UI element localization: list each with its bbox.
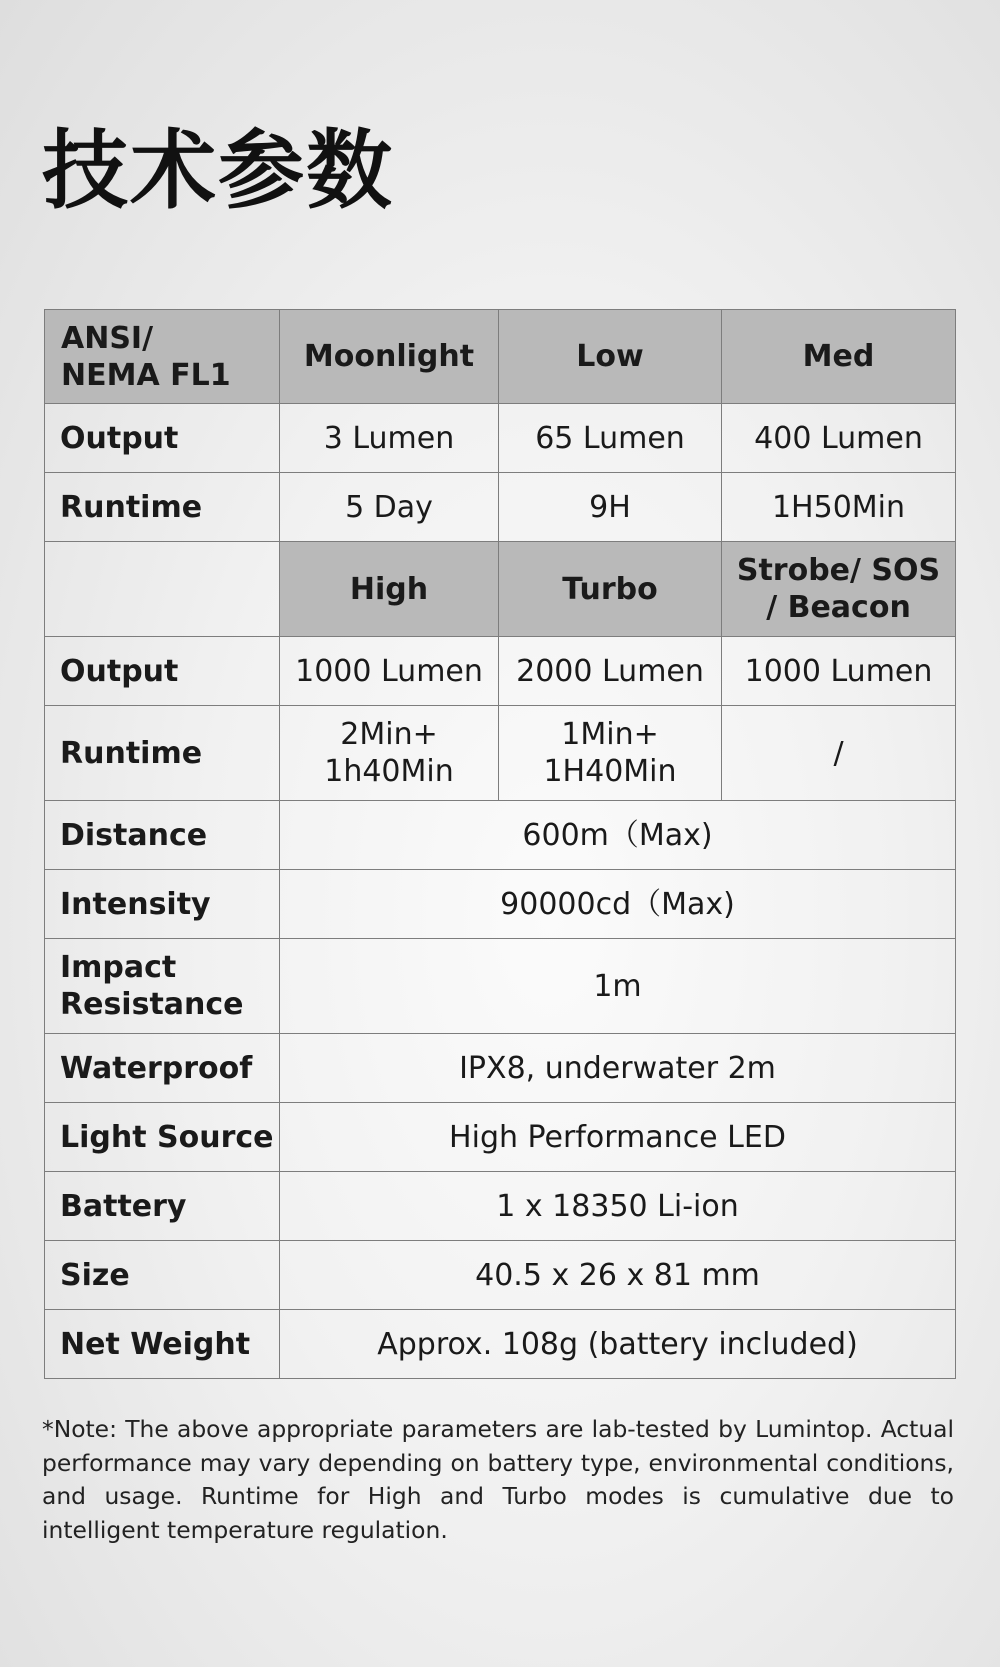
mode-header-cell: Med <box>722 310 956 404</box>
empty-header-cell <box>45 542 280 637</box>
page-title: 技术参数 <box>42 121 394 221</box>
table-row <box>45 473 956 542</box>
spec-row <box>45 1172 956 1241</box>
mode-header-cell: Strobe/ SOS / Beacon <box>722 542 956 637</box>
row-label: Distance <box>45 801 280 870</box>
spec-value: High Performance LED <box>280 1103 956 1172</box>
footnote: *Note: The above appropriate parameters are lab-tested by Lumintop. Actual performance may vary depending on battery type, environmental conditions, and usage. Runtime for High and Turbo modes is cumulative due to intelligent temperature regulation. <box>42 1415 954 1544</box>
spec-row <box>45 939 956 1034</box>
row-label: Output <box>45 404 280 473</box>
table-cell: 5 Day <box>280 473 499 542</box>
standard-label: ANSI/ NEMA FL1 <box>45 310 280 404</box>
spec-row <box>45 1103 956 1172</box>
table-cell: 3 Lumen <box>280 404 499 473</box>
spec-table <box>44 309 956 1379</box>
row-label: Size <box>45 1241 280 1310</box>
spec-value: 1 x 18350 Li-ion <box>280 1172 956 1241</box>
row-label: Intensity <box>45 870 280 939</box>
spec-row <box>45 1034 956 1103</box>
mode-header-row <box>45 310 956 404</box>
table-row <box>45 637 956 706</box>
table-row <box>45 404 956 473</box>
mode-header-cell: High <box>280 542 499 637</box>
mode-header-row <box>45 542 956 637</box>
row-label: Output <box>45 637 280 706</box>
mode-header-cell: Moonlight <box>280 310 499 404</box>
spec-row <box>45 1241 956 1310</box>
row-label: Waterproof <box>45 1034 280 1103</box>
table-cell: / <box>722 706 956 801</box>
spec-row <box>45 801 956 870</box>
row-label: Light Source <box>45 1103 280 1172</box>
spec-value: IPX8, underwater 2m <box>280 1034 956 1103</box>
table-cell: 2Min+ 1h40Min <box>280 706 499 801</box>
table-cell: 1000 Lumen <box>280 637 499 706</box>
table-cell: 1000 Lumen <box>722 637 956 706</box>
spec-value: 1m <box>280 939 956 1034</box>
table-cell: 2000 Lumen <box>499 637 722 706</box>
spec-row <box>45 870 956 939</box>
table-row <box>45 706 956 801</box>
spec-value: 600m（Max) <box>280 801 956 870</box>
mode-header-cell: Low <box>499 310 722 404</box>
row-label: Battery <box>45 1172 280 1241</box>
spec-value: 40.5 x 26 x 81 mm <box>280 1241 956 1310</box>
row-label: Runtime <box>45 706 280 801</box>
table-cell: 65 Lumen <box>499 404 722 473</box>
row-label: Net Weight <box>45 1310 280 1379</box>
row-label: Impact Resistance <box>45 939 280 1034</box>
table-cell: 1Min+ 1H40Min <box>499 706 722 801</box>
spec-row <box>45 1310 956 1379</box>
table-cell: 400 Lumen <box>722 404 956 473</box>
table-cell: 1H50Min <box>722 473 956 542</box>
mode-header-cell: Turbo <box>499 542 722 637</box>
table-cell: 9H <box>499 473 722 542</box>
spec-value: 90000cd（Max) <box>280 870 956 939</box>
spec-value: Approx. 108g (battery included) <box>280 1310 956 1379</box>
row-label: Runtime <box>45 473 280 542</box>
